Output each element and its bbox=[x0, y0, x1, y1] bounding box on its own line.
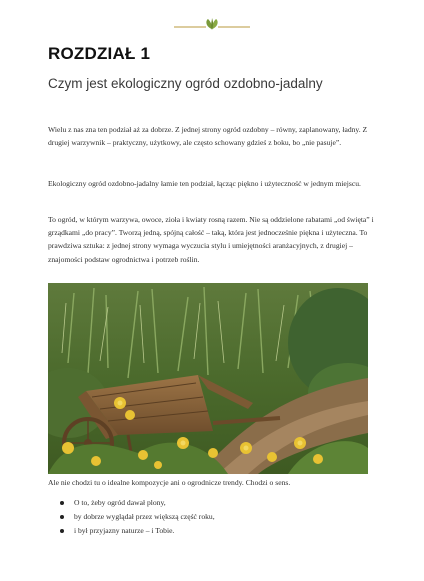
leaf-ornament-icon bbox=[172, 17, 252, 35]
list-item: O to, żeby ogród dawał plony, bbox=[60, 496, 215, 510]
paragraph-definition: Ekologiczny ogród ozdobno-jadalny łamie ten podział, łącząc piękno i użyteczność w jednym miejscu. bbox=[48, 179, 361, 188]
photo-caption: Ale nie chodzi tu o idealne kompozycje ani o ogrodnicze trendy. Chodzi o sens. bbox=[48, 478, 291, 487]
paragraph-description: To ogród, w którym warzywa, owoce, zioła i kwiaty rosną razem. Nie są oddzielone rabatami „od święta” i grządkami „do pracy”. Tworzą jedną, spójną całość – taką, która jest jednocześnie piękna i użyteczna. To prawdziwa sztuka: z jednej strony wymaga wyczucia stylu i umiejętności aranżacyjnych, z drugiej – znajomości podstaw ogrodnictwa i potrzeb roślin. bbox=[48, 215, 374, 264]
list-item: by dobrze wyglądał przez większą część roku, bbox=[60, 510, 215, 524]
list-item: i był przyjazny naturze – i Tobie. bbox=[60, 524, 215, 538]
garden-wheelbarrow-photo bbox=[48, 283, 368, 474]
paragraph-intro: Wielu z nas zna ten podział aż za dobrze. Z jednej strony ogród ozdobny – równy, zaplanowany, ładny. Z drugiej warzywnik – praktyczny, użytkowy, ale często schowany gdzieś z boku, bo „nie pasuje”. bbox=[48, 125, 368, 148]
chapter-subtitle: Czym jest ekologiczny ogród ozdobno-jadalny bbox=[48, 76, 323, 91]
bullet-list bbox=[60, 496, 215, 538]
chapter-heading: ROZDZIAŁ 1 bbox=[48, 44, 151, 63]
